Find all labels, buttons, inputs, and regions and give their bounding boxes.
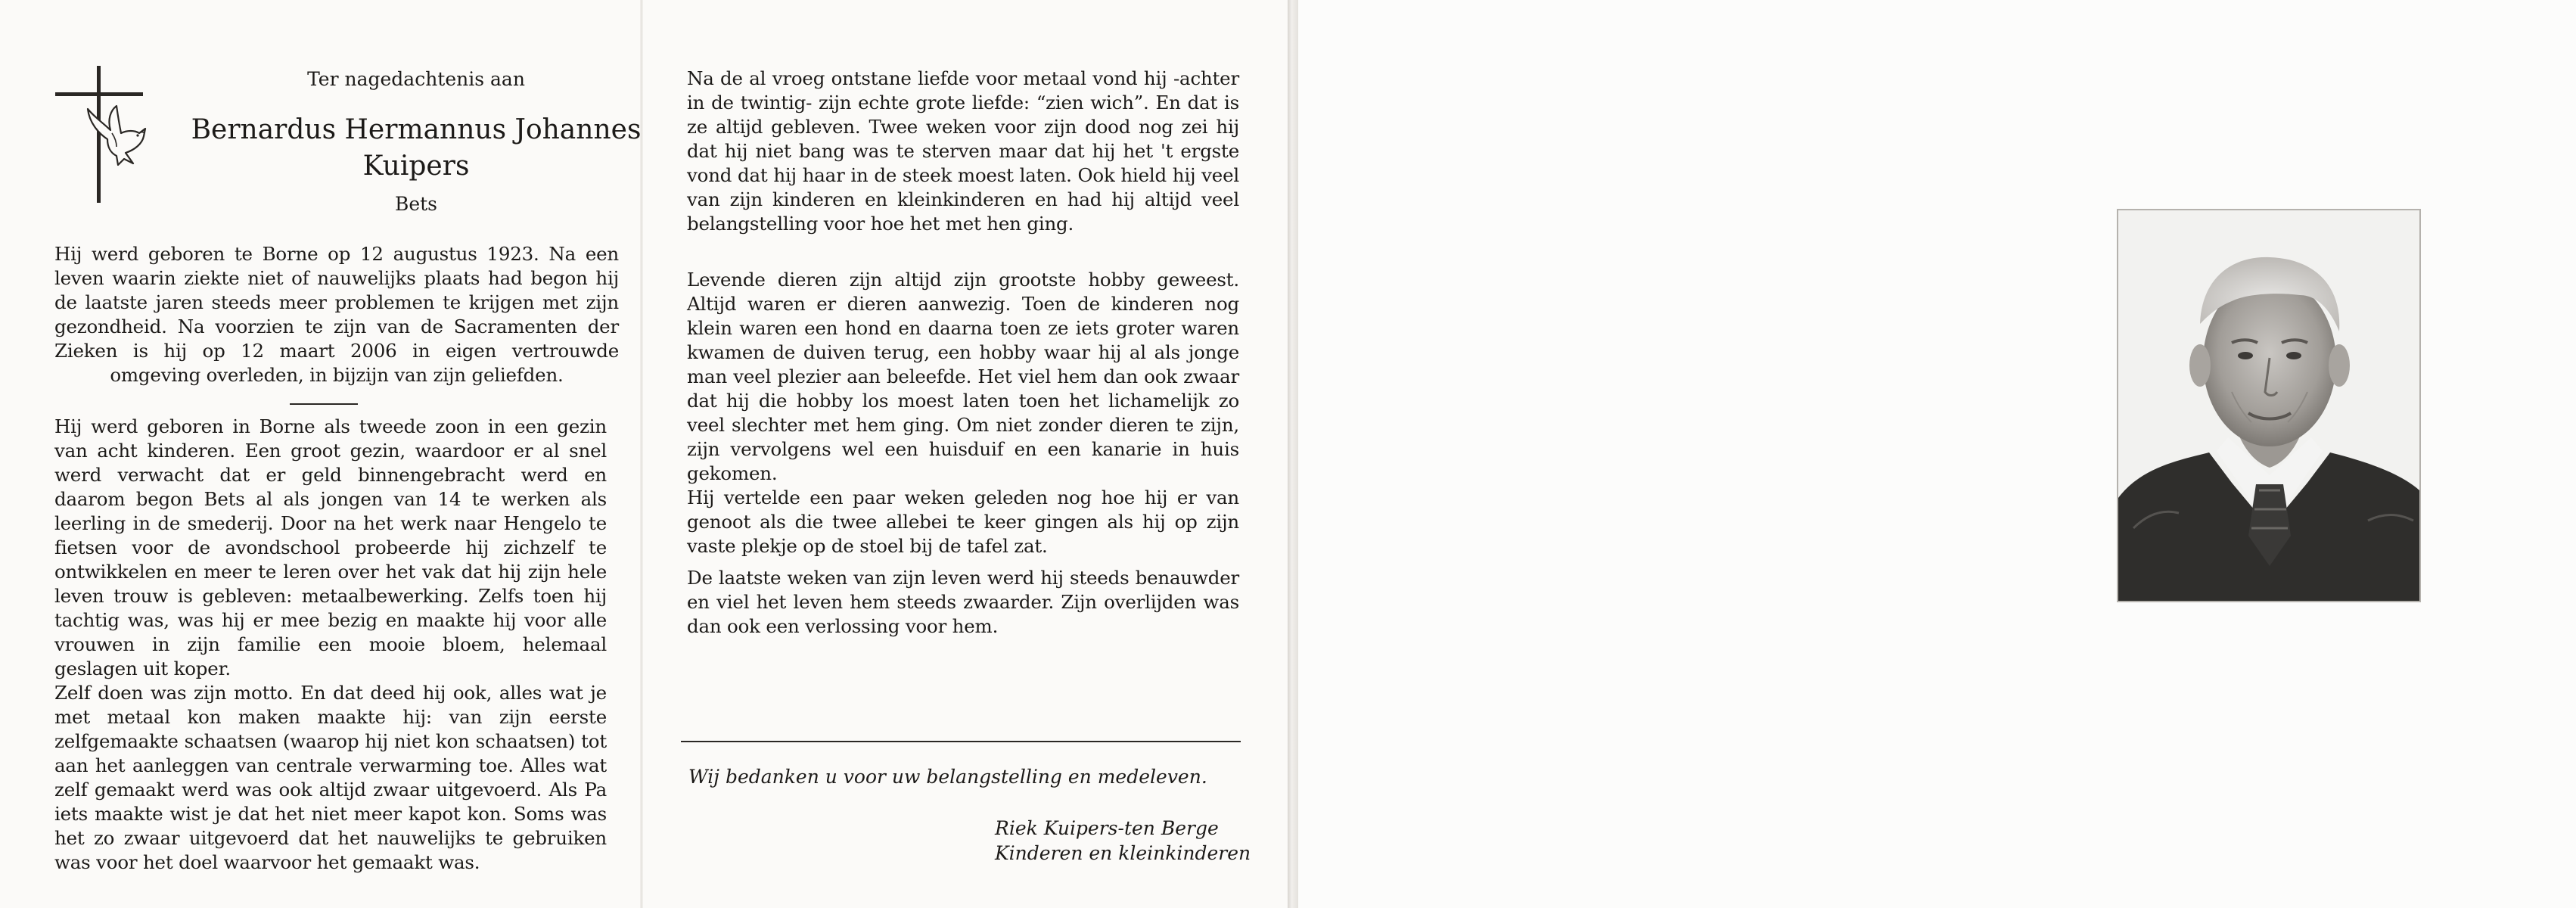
name-line-1: Bernardus Hermannus Johannes bbox=[191, 114, 642, 145]
signoff-relatives: Kinderen en kleinkinderen bbox=[995, 842, 1251, 864]
motto-paragraph: Zelf doen was zijn motto. En dat deed hij ook, alles wat je met metaal kon maken maakte hij: van zijn eerste zelfgemaakte schaatsen (waarop hij niet kon schaatsen) tot aan het aanleggen van centrale verwarming toe. Alles wat zelf gemaakt werd was ook altijd zwaar uitgevoerd. Als Pa iets maakte wist je dat het niet meer kapot kon. Soms was het zo zwaar uitgevoerd dat het nauwelijks te gebruiken was voor het doel waarvoor het gemaakt was. bbox=[54, 682, 607, 873]
short-divider bbox=[290, 403, 358, 405]
divider-line bbox=[681, 741, 1241, 742]
signoff-family-name: Riek Kuipers-ten Berge bbox=[995, 817, 1219, 839]
visit-paragraph: Hij vertelde een paar weken geleden nog hoe hij er van genoot als die twee allebei te keer gingen als hij op zijn vaste plekje op de stoel bij de tafel zat. bbox=[687, 487, 1239, 557]
deceased-name bbox=[159, 112, 673, 185]
page-separator bbox=[1288, 0, 1298, 908]
birth-paragraph: Hij werd geboren te Borne op 12 augustus 1923. Na een leven waarin ziekte niet of nauwelijks plaats had begon hij de laatste jaren steeds meer problemen te krijgen met zijn gezondheid. Na voorzien te zijn van de Sacramenten der Zieken is hij op 12 maart 2006 in eigen vertrouwde omgeving overleden, in bijzijn van zijn geliefden. bbox=[54, 243, 619, 386]
last-weeks-paragraph: De laatste weken van zijn leven werd hij steeds benauwder en viel het leven hem steeds zwaarder. Zijn overlijden was dan ook een verlossing voor hem. bbox=[687, 567, 1239, 637]
portrait-image bbox=[2118, 210, 2419, 601]
life-story-block bbox=[54, 415, 607, 875]
nickname: Bets bbox=[394, 193, 438, 215]
love-paragraph: Na de al vroeg ontstane liefde voor metaal vond hij -achter in de twintig- zijn echte grote liefde: “zien wich”. En dat is ze altijd gebleven. Twee weken voor zijn dood nog zei hij dat hij niet bang was te sterven maar dat hij het 't ergste vond dat hij haar in de steek moest laten. Ook hield hij veel van zijn kinderen en kleinkinderen en had hij altijd veel belangstelling voor hoe het met hen ging. bbox=[687, 67, 1239, 235]
portrait-photo bbox=[2117, 209, 2421, 602]
thanks-note: Wij bedanken u voor uw belangstelling en medeleven. bbox=[688, 766, 1207, 788]
hobby-block bbox=[687, 268, 1239, 558]
signoff bbox=[995, 816, 1267, 866]
memorial-intro: Ter nagedachtenis aan bbox=[307, 68, 525, 90]
name-line-2: Kuipers bbox=[362, 151, 470, 182]
animals-paragraph: Levende dieren zijn altijd zijn grootste hobby geweest. Altijd waren er dieren aanwezig. Toen de kinderen nog klein waren een hond en daarna toen ze iets groter waren kwamen de duiven terug, een hobby waar hij al als jonge man veel plezier aan beleefde. Het viel hem dan ook zwaar dat hij die hobby los moest laten toen het lichamelijk zo veel slechter met hem ging. Om niet zonder dieren te zijn, zijn vervolgens wel een huisduif en een kanarie in huis gekomen. bbox=[687, 269, 1239, 484]
dove-icon bbox=[77, 100, 160, 172]
childhood-paragraph: Hij werd geboren in Borne als tweede zoon in een gezin van acht kinderen. Een groot gezin, waardoor er al snel werd verwacht dat er geld binnengebracht werd en daarom begon Bets al als jongen van 14 te werken als leerling in de smederij. Door na het werk naar Hengelo te fietsen voor de avondschool probeerde hij zichzelf te ontwikkelen en meer te leren over het vak dat hij zijn hele leven trouw is gebleven: metaalbewerking. Zelfs toen hij tachtig was, was hij er mee bezig en maakte hij voor alle vrouwen in zijn familie een mooie bloem, helemaal geslagen uit koper. bbox=[54, 415, 607, 679]
